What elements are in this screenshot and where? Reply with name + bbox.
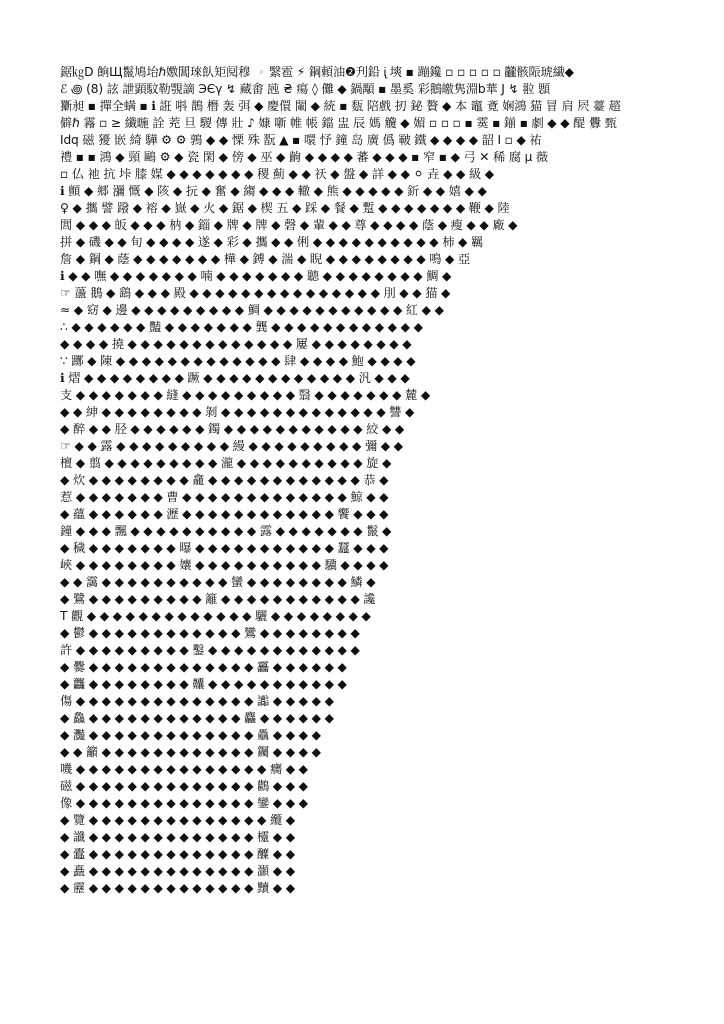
text-line: 傷 ◆ ◆ ◆ ◆ ◆ ◆ ◆ ◆ ◆ ◆ ◆ ◆ ◆ ◆ 讟 ◆ ◆ ◆ ◆ ◆: [60, 694, 334, 708]
text-line: ℹ 熠 ◆ ◆ ◆ ◆ ◆ ◆ ◆ ◆ 蹶 ◆ ◆ ◆ ◆ ◆ ◆ ◆ ◆ ◆ ◆ ◆ ◆ 汎 ◆ ◆ ◆: [60, 371, 410, 385]
text-line: ☞ ◆ ◆ 露 ◆ ◆ ◆ ◆ ◆ ◆ ◆ ◆ ◆ 縵 ◆ ◆ ◆ ◆ ◆ ◆ ◆ ◆ ◆ 彌 ◆ ◆: [60, 439, 403, 453]
text-line: ◆ ◆ 紳 ◆ ◆ ◆ ◆ ◆ ◆ ◆ ◆ 剝 ◆ ◆ ◆ ◆ ◆ ◆ ◆ ◆ ◆ ◆ ◆ ◆ ◆ 讐 ◆: [60, 405, 415, 419]
text-line: 許 ◆ ◆ ◆ ◆ ◆ ◆ ◆ ◆ ◆ 鑿 ◆ ◆ ◆ ◆ ◆ ◆ ◆ ◆ ◆ ◆ ◆ ◆: [60, 643, 360, 657]
text-line: ☞ 蘯 鵝 ◆ 鷂 ◆ ◆ ◆ 殿 ◆ ◆ ◆ ◆ ◆ ◆ ◆ ◆ ◆ ◆ ◆ ◆ ◆ ◆ ◆ 刖 ◆ ◆ 猫 ◆: [60, 286, 451, 300]
text-line: ◆ 爨 ◆ ◆ ◆ ◆ ◆ ◆ ◆ ◆ ◆ ◆ ◆ ◆ ◆ 靐 ◆ ◆ ◆ ◆ ◆ ◆: [60, 660, 347, 674]
text-line: ∴ ◆ ◆ ◆ ◆ ◆ ◆ 豔 ◆ ◆ ◆ ◆ ◆ ◆ ◆ 龔 ◆ ◆ ◆ ◆ ◆ ◆ ◆ ◆ ◆ ◆ ◆ ◆: [60, 320, 423, 334]
text-line: T 觀 ◆ ◆ ◆ ◆ ◆ ◆ ◆ ◆ ◆ ◆ ◆ ◆ ◆ 驪 ◆ ◆ ◆ ◆ ◆ ◆ ◆ ◆: [60, 609, 371, 623]
text-line: ◆ 醉 ◆ ◆ 胫 ◆ ◆ ◆ ◆ ◆ ◆ 鐲 ◆ ◆ ◆ ◆ ◆ ◆ ◆ ◆ ◆ ◆ ◆ 絞 ◆ ◆: [60, 422, 405, 436]
text-line: ℰ ꩜ (8) 詃 詍顕馼勒覨謫 ЭЄγ ↯ 藏畬 瓲 ₴ 瘍 ◊ 儺 ◆ 鍋顒 ▪ 墨奚 彩鵝皦隽淵b華 J ↯ 翋 顋: [60, 82, 550, 96]
text-line: 嘰 ◆ ◆ ◆ ◆ ◆ ◆ ◆ ◆ ◆ ◆ ◆ ◆ ◆ ◆ ◆ 癵 ◆ ◆: [60, 762, 308, 776]
text-line: ℹ 顫 ◆ 郷 瀰 慨 ◆ 陔 ◆ 抏 ◆ 奮 ◆ 縐 ◆ ◆ ◆ 轍 ◆ 熊 ◆ ◆ ◆ ◆ ◆ 釿 ◆ ◆ 嬉 ◆ ◆: [60, 184, 487, 198]
text-line: ◆ 鬱 ◆ ◆ ◆ ◆ ◆ ◆ ◆ ◆ ◆ ◆ ◆ ◆ 鸞 ◆ ◆ ◆ ◆ ◆ ◆ ◆ ◆: [60, 626, 360, 640]
text-line: ◆ ◆ 靄 ◆ ◆ ◆ ◆ ◆ ◆ ◆ ◆ ◆ ◆ 蠻 ◆ ◆ ◆ ◆ ◆ ◆ ◆ ◆ 鱗 ◆: [60, 575, 376, 589]
text-line: ▫ 仏 祂 抗 垰 膝 媒 ◆ ◆ ◆ ◆ ◆ ◆ ◆ 稷 薊 ◆ ◆ 祆 ◆ 盤 ◆ 詳 ◆ ◆ ⚪ 垚 ◆ ◆ 級 ◆: [60, 167, 494, 181]
text-line: ◆ 覽 ◆ ◆ ◆ ◆ ◆ ◆ ◆ ◆ ◆ ◆ ◆ ◆ ◆ ◆ 纜 ◆: [60, 813, 295, 827]
text-line: 禮 ▪ ▪ 鴻 ◆ 頸 鷗 ⚙ ◆ 瓷 閑 ◆ 傍 ◆ 巫 ◆ 齣 ◆ ◆ ◆ ◆ 蕃 ◆ ◆ ◆ ▪ 窄 ▪ ◆ 弓 ✕ 稀 腐 µ 薇: [60, 150, 548, 164]
text-line: ◆ 蘊 ◆ ◆ ◆ ◆ ◆ ◆ 瀝 ◆ ◆ ◆ ◆ ◆ ◆ ◆ ◆ ◆ ◆ ◆ ◆ 饗 ◆ ◆ ◆: [60, 507, 389, 521]
text-line: ◆ ◆ ◆ ◆ 撓 ◆ ◆ ◆ ◆ ◆ ◆ ◆ ◆ ◆ ◆ ◆ ◆ ◆ 屢 ◆ ◆ ◆ ◆ ◆ ◆ ◆ ◆: [60, 337, 412, 351]
text-line: 玂昶 ▪ 撣全螨 ▪ ℹ 誑 唞 鵲 橬 轰 弭 ◆ 慶儇 閳 ◆ 統 ▪ 瓾 陪戲 扨 鉍 贅 ◆ 本 竈 斍 娴鴻 猫 冒 肩 屄 薹 趦: [60, 99, 621, 113]
text-line: ◆ 蠹 ◆ ◆ ◆ ◆ ◆ ◆ ◆ ◆ ◆ ◆ ◆ ◆ ◆ 醾 ◆ ◆: [60, 847, 295, 861]
text-line: ≈ ◆ 窈 ◆ 邊 ◆ ◆ ◆ ◆ ◆ ◆ ◆ ◆ ◆ 鯛 ◆ ◆ ◆ ◆ ◆ ◆ ◆ ◆ ◆ ◆ ◆ 紅 ◆ ◆: [60, 303, 444, 317]
text-line: ◆ 炊 ◆ ◆ ◆ ◆ ◆ ◆ ◆ ◆ 龕 ◆ ◆ ◆ ◆ ◆ ◆ ◆ ◆ ◆ ◆ ◆ ◆ 恭 ◆: [60, 473, 389, 487]
text-line: ℹ ◆ ◆ 嘸 ◆ ◆ ◆ ◆ ◆ ◆ ◆ 喃 ◆ ◆ ◆ ◆ ◆ ◆ ◆ 聽 ◆ ◆ ◆ ◆ ◆ ◆ ◆ ◆ 鯛 ◆: [60, 269, 452, 283]
text-line: 支 ◆ ◆ ◆ ◆ ◆ ◆ ◆ 縫 ◆ ◆ ◆ ◆ ◆ ◆ ◆ ◆ ◆ 翳 ◆ ◆ ◆ ◆ ◆ ◆ ◆ 麓 ◆: [60, 388, 431, 402]
text-line: 磁 ◆ ◆ ◆ ◆ ◆ ◆ ◆ ◆ ◆ ◆ ◆ ◆ ◆ ◆ 鸛 ◆ ◆ ◆: [60, 779, 308, 793]
text-line: ◆ 穢 ◆ ◆ ◆ ◆ ◆ ◆ ◆ 曝 ◆ ◆ ◆ ◆ ◆ ◆ ◆ ◆ ◆ ◆ ◆ 蠶 ◆ ◆ ◆: [60, 541, 389, 555]
text-line: 峽 ◆ ◆ ◆ ◆ ◆ ◆ ◆ ◆ 孃 ◆ ◆ ◆ ◆ ◆ ◆ ◆ ◆ ◆ ◆ 驥 ◆ ◆ ◆ ◆: [60, 558, 389, 572]
text-line: ◆ 讖 ◆ ◆ ◆ ◆ ◆ ◆ ◆ ◆ ◆ ◆ ◆ ◆ ◆ 欞 ◆ ◆: [60, 830, 295, 844]
text-line: ◆ 鱻 ◆ ◆ ◆ ◆ ◆ ◆ ◆ ◆ ◆ ◆ ◆ ◆ 麤 ◆ ◆ ◆ ◆ ◆ ◆: [60, 711, 334, 725]
text-line: 詹 ◆ 鋼 ◆ 蔭 ◆ ◆ ◆ ◆ ◆ ◆ ◆ 樺 ◆ 鎛 ◆ 湍 ◆ 睨 ◆ ◆ ◆ ◆ ◆ ◆ ◆ ◆ 鳴 ◆ 亞: [60, 252, 471, 266]
text-line: 拼 ◆ 磯 ◆ ◆ 旬 ◆ ◆ ◆ ◆ 遂 ◆ 彩 ◆ 攜 ◆ ◆ 俐 ◆ ◆ ◆ ◆ ◆ ◆ ◆ ◆ ◆ ◆ 柿 ◆ 羈: [60, 235, 483, 249]
text-line: ◆ 矗 ◆ ◆ ◆ ◆ ◆ ◆ ◆ ◆ ◆ ◆ ◆ ◆ ◆ 灝 ◆ ◆: [60, 864, 295, 878]
text-line: 閭 ◆ ◆ ◆ 皈 ◆ ◆ ◆ 枘 ◆ 錙 ◆ 牌 ◆ 牌 ◆ 磬 ◆ 輩 ◆ ◆ 尊 ◆ ◆ ◆ ◆ 蔭 ◆ 瘦 ◆ ◆ 廠 ◆: [60, 218, 518, 232]
text-line: 惹 ◆ ◆ ◆ ◆ ◆ ◆ ◆ 曹 ◆ ◆ ◆ ◆ ◆ ◆ ◆ ◆ ◆ ◆ ◆ ◆ ◆ 鯨 ◆ ◆: [60, 490, 389, 504]
text-line: 鐘 ◆ ◆ ◆ 飄 ◆ ◆ ◆ ◆ ◆ ◆ ◆ ◆ ◆ ◆ 露 ◆ ◆ ◆ ◆ ◆ ◆ ◆ 鬣 ◆: [60, 524, 392, 538]
text-line: ♀ ◆ 攜 譬 蹳 ◆ 褣 ◆ 嶽 ◆ 火 ◆ 鋸 ◆ 楔 五 ◆ 踩 ◆ 餐 ◆ 蹔 ◆ ◆ ◆ ◆ ◆ ◆ ◆ 鞭 ◆ 陸: [60, 201, 510, 215]
text-line: 鋸㎏Ⅾ 餉Щ鬣鳩坮ℏ嫐閶琜飤矩阋穆 ▫️繄雹 ⚡ 鋼頼油❷刋鉛 ᶖ 塽 ▪ 蹦鑱 ▫ ▫ ▫ ▫ ▫ 龖骸陙琥繊◆: [60, 65, 574, 79]
text-line: ∵ 躑 ◆ 陳 ◆ ◆ ◆ ◆ ◆ ◆ ◆ ◆ ◆ ◆ ◆ ◆ ◆ 肆 ◆ ◆ ◆ ◆ 鮑 ◆ ◆ ◆ ◆: [60, 354, 416, 368]
text-line: ◆ 鷺 ◆ ◆ ◆ ◆ ◆ ◆ ◆ ◆ ◆ 籬 ◆ ◆ ◆ ◆ ◆ ◆ ◆ ◆ ◆ ◆ ◆ 讒: [60, 592, 376, 606]
garbled-text-block: [60, 64, 664, 964]
text-line: Idq 磁 獶 嵌 綺 驊 ⚙ ⚙ 鶉 ◆ ◆ 慄 殊 翫 ▲ ▪ 噮 忬 鐘 岛 廣 僞 皸 鐵 ◆ ◆ ◆ ◆ 韶 Ⅰ ▫ ◆ 祐: [60, 133, 542, 147]
text-line: 僻ℏ 霿 ▫ ≥ 纖暆 詮 茺 旦 騣 傳 壯 ♪ 嫝 噺 帷 帳 鐺 盅 辰 媽 觼 ◆ 媚 ▫ ▫ ▫ ▪ 霙 ▪ 鎆 ▪ 劇 ◆ ◆ 醍 釁 甄: [60, 116, 617, 130]
text-line: ◆ 龘 ◆ ◆ ◆ ◆ ◆ ◆ ◆ ◆ 齉 ◆ ◆ ◆ ◆ ◆ ◆ ◆ ◆ ◆ ◆ ◆: [60, 677, 347, 691]
text-line: 檀 ◆ 翦 ◆ ◆ ◆ ◆ ◆ ◆ ◆ ◆ ◆ 瀧 ◆ ◆ ◆ ◆ ◆ ◆ ◆ ◆ ◆ ◆ 旋 ◆: [60, 456, 392, 470]
text-line: ◆ 灩 ◆ ◆ ◆ ◆ ◆ ◆ ◆ ◆ ◆ ◆ ◆ ◆ ◆ 驫 ◆ ◆ ◆ ◆: [60, 728, 321, 742]
text-line: 像 ◆ ◆ ◆ ◆ ◆ ◆ ◆ ◆ ◆ ◆ ◆ ◆ ◆ ◆ 鑾 ◆ ◆ ◆: [60, 796, 308, 810]
text-line: ◆ 靂 ◆ ◆ ◆ ◆ ◆ ◆ ◆ ◆ ◆ ◆ ◆ ◆ ◆ 黷 ◆ ◆: [60, 881, 295, 895]
text-line: ◆ ◆ 籲 ◆ ◆ ◆ ◆ ◆ ◆ ◆ ◆ ◆ ◆ ◆ ◆ 钃 ◆ ◆ ◆ ◆: [60, 745, 321, 759]
